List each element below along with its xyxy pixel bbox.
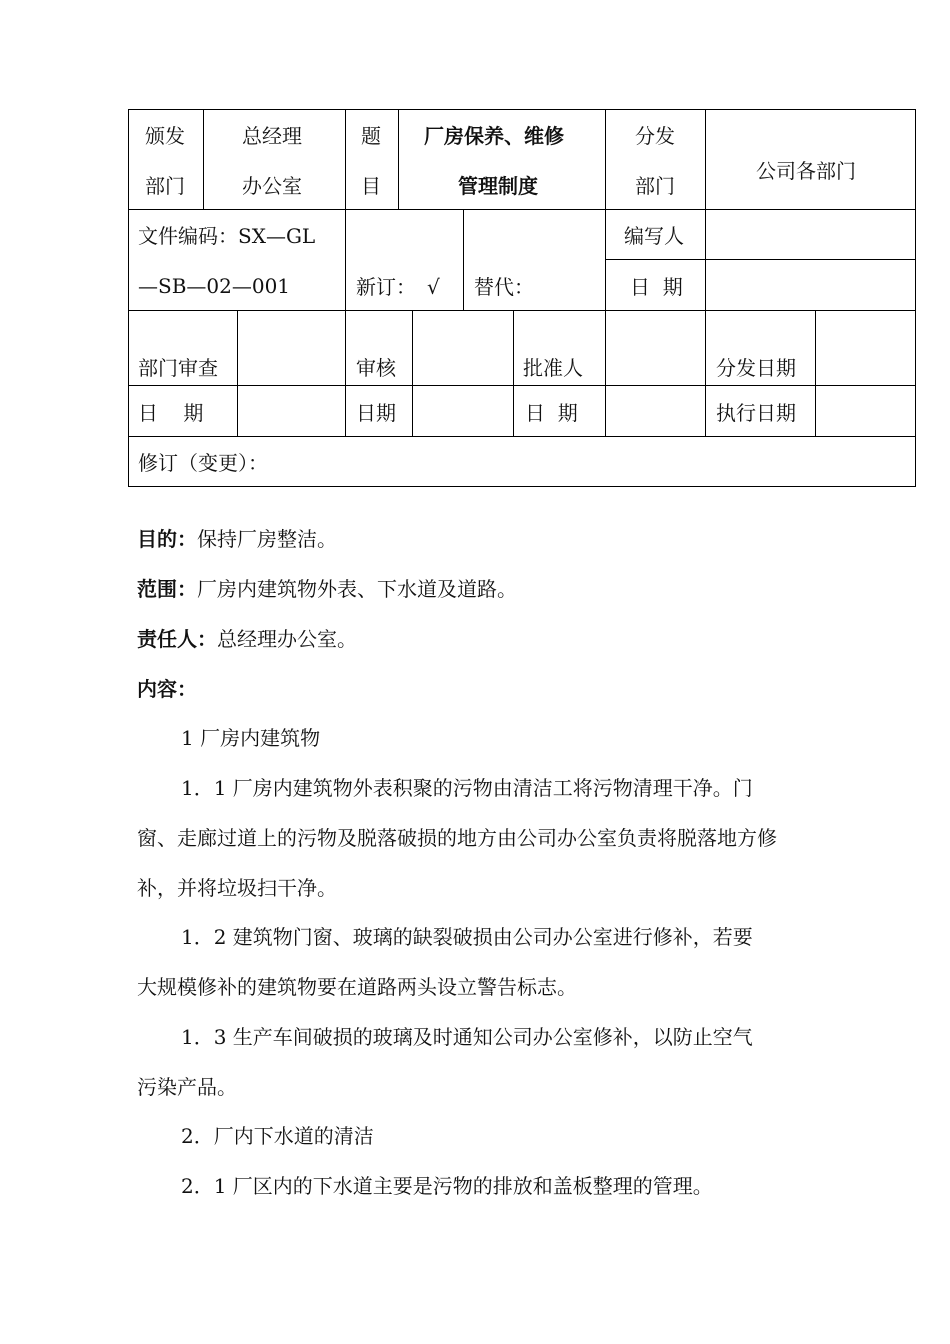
scope-label: 范围： — [137, 577, 197, 601]
writer-label: 编写人 — [624, 224, 684, 248]
date-label: 日 期 — [630, 275, 683, 299]
section-1-1-line-2: 窗、走廊过道上的污物及脱落破损的地方由公司办公室负责将脱落地方修 — [137, 826, 777, 850]
distribute-value: 公司各部门 — [756, 159, 856, 183]
file-code-line-2: —SB—02—001 — [138, 274, 291, 298]
section-1-3-line-2: 污染产品。 — [137, 1075, 237, 1099]
section-1-2-line-2: 大规模修补的建筑物要在道路两头设立警告标志。 — [137, 975, 577, 999]
new-revision-check-mark: √ — [427, 275, 440, 299]
distribute-label-2: 部门 — [635, 174, 675, 198]
new-revision-label: 新订： — [356, 275, 416, 299]
section-2-1: 2．1 厂区内的下水道主要是污物的排放和盖板整理的管理。 — [181, 1174, 713, 1198]
date-label-1: 日 期 — [138, 401, 204, 425]
date-label-3: 日 期 — [525, 401, 578, 425]
audit-label: 审核 — [356, 356, 396, 380]
distribute-label-1: 分发 — [635, 124, 675, 148]
distribute-date-label: 分发日期 — [716, 356, 796, 380]
issue-dept-label-1: 颁发 — [145, 124, 185, 148]
scope-paragraph — [137, 577, 517, 601]
section-1-1-line-1: 1．1 厂房内建筑物外表积聚的污物由清洁工将污物清理干净。门 — [181, 776, 753, 800]
replace-label: 替代： — [474, 275, 534, 299]
purpose-paragraph — [137, 527, 337, 551]
date-label-2: 日期 — [356, 401, 396, 425]
issue-dept-value-1: 总经理 — [242, 124, 302, 148]
owner-text: 总经理办公室。 — [217, 627, 357, 651]
subject-value-1: 厂房保养、维修 — [424, 124, 564, 148]
exec-date-label: 执行日期 — [716, 401, 796, 425]
subject-value-2: 管理制度 — [458, 174, 538, 198]
owner-paragraph — [137, 627, 357, 651]
approver-label: 批准人 — [523, 356, 583, 380]
file-code-line-1: 文件编码：SX—GL — [138, 224, 316, 248]
section-1-3-line-1: 1．3 生产车间破损的玻璃及时通知公司办公室修补，以防止空气 — [181, 1025, 753, 1049]
revision-change-label: 修订（变更）： — [138, 451, 268, 475]
subject-label-1: 题 — [361, 124, 381, 148]
issue-dept-label-2: 部门 — [145, 174, 185, 198]
issue-dept-value-2: 办公室 — [242, 174, 302, 198]
purpose-label: 目的： — [137, 527, 197, 551]
purpose-text: 保持厂房整洁。 — [197, 527, 337, 551]
section-1-2-line-1: 1．2 建筑物门窗、玻璃的缺裂破损由公司办公室进行修补，若要 — [181, 925, 753, 949]
section-2-heading: 2．厂内下水道的清洁 — [181, 1124, 374, 1148]
scope-text: 厂房内建筑物外表、下水道及道路。 — [197, 577, 517, 601]
section-1-heading: 1 厂房内建筑物 — [181, 726, 321, 750]
dept-review-label: 部门审查 — [138, 356, 218, 380]
document-header-table — [0, 0, 950, 500]
content-label: 内容： — [137, 677, 197, 701]
owner-label: 责任人： — [137, 627, 217, 651]
subject-label-2: 目 — [361, 174, 381, 198]
section-1-1-line-3: 补，并将垃圾扫干净。 — [137, 876, 337, 900]
